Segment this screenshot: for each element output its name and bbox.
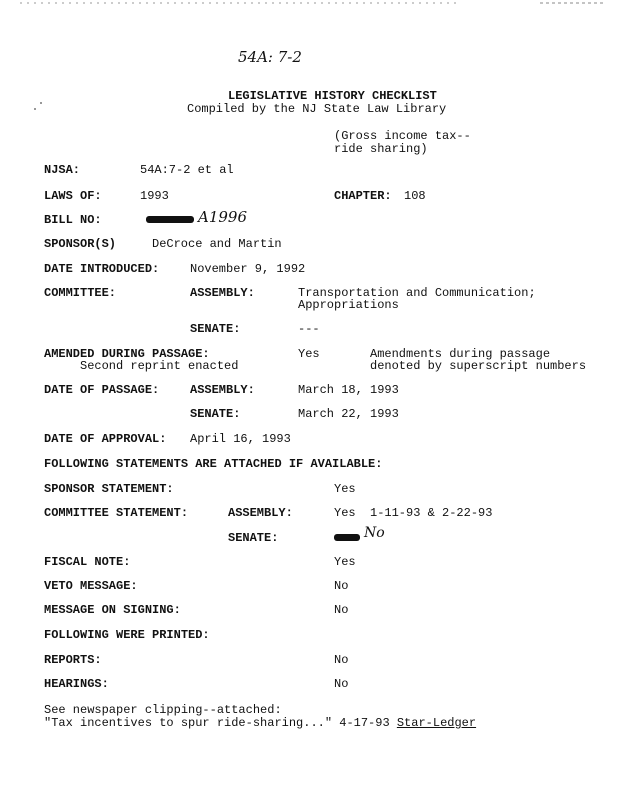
amended-note-line1: Amendments during passage	[370, 347, 551, 361]
clipping-line1: See newspaper clipping--attached:	[44, 703, 282, 717]
amended-value: Yes	[298, 347, 320, 361]
reports-label: REPORTS:	[44, 653, 102, 667]
chapter-value: 108	[404, 189, 426, 203]
sponsors-value: DeCroce and Martin	[152, 237, 282, 251]
committee-senate-label: SENATE:	[190, 322, 241, 336]
clipping-source: Star-Ledger	[396, 716, 477, 730]
handwritten-header: 54A: 7-2	[238, 48, 302, 66]
scan-speck	[40, 102, 42, 104]
committee-assembly-value-line1: Transportation and Communication;	[298, 286, 536, 300]
fiscal-note-label: FISCAL NOTE:	[44, 555, 131, 569]
passage-senate-label: SENATE:	[190, 407, 241, 421]
amended-label: AMENDED DURING PASSAGE:	[44, 347, 210, 361]
committee-assembly-value-line2: Appropriations	[298, 298, 399, 312]
committee-statement-label: COMMITTEE STATEMENT:	[44, 506, 189, 520]
njsa-value: 54A:7-2 et al	[140, 163, 234, 177]
laws-of-value: 1993	[140, 189, 169, 203]
committee-statement-senate-handwritten: No	[364, 525, 385, 541]
passage-senate-value: March 22, 1993	[298, 407, 399, 421]
hearings-value: No	[334, 677, 349, 691]
committee-senate-value: ---	[298, 322, 320, 336]
subject-note-line2: ride sharing)	[334, 142, 428, 156]
passage-assembly-label: ASSEMBLY:	[190, 383, 255, 397]
committee-statement-assembly-dates: 1-11-93 & 2-22-93	[370, 506, 493, 520]
veto-message-label: VETO MESSAGE:	[44, 579, 138, 593]
committee-assembly-label: ASSEMBLY:	[190, 286, 255, 300]
date-introduced-label: DATE INTRODUCED:	[44, 262, 160, 276]
date-of-approval-value: April 16, 1993	[190, 432, 291, 446]
message-on-signing-value: No	[334, 603, 349, 617]
redaction-mark	[146, 216, 194, 223]
following-printed-heading: FOLLOWING WERE PRINTED:	[44, 628, 210, 642]
veto-message-value: No	[334, 579, 349, 593]
njsa-label: NJSA:	[44, 163, 81, 177]
committee-statement-assembly-label: ASSEMBLY:	[228, 506, 293, 520]
subject-note-line1: (Gross income tax--	[334, 129, 471, 143]
reports-value: No	[334, 653, 349, 667]
sponsor-statement-label: SPONSOR STATEMENT:	[44, 482, 174, 496]
scan-artifact-top	[0, 0, 620, 6]
hearings-label: HEARINGS:	[44, 677, 109, 691]
bill-no-label: BILL NO:	[44, 213, 102, 227]
message-on-signing-label: MESSAGE ON SIGNING:	[44, 603, 181, 617]
document-title: LEGISLATIVE HISTORY CHECKLIST	[228, 89, 437, 103]
date-of-passage-label: DATE OF PASSAGE:	[44, 383, 160, 397]
sponsor-statement-value: Yes	[334, 482, 356, 496]
passage-assembly-value: March 18, 1993	[298, 383, 399, 397]
fiscal-note-value: Yes	[334, 555, 356, 569]
scan-speck	[34, 108, 36, 110]
amended-sub: Second reprint enacted	[80, 359, 239, 373]
committee-statement-senate-label: SENATE:	[228, 531, 279, 545]
clipping-line2	[44, 716, 476, 730]
chapter-label: CHAPTER:	[334, 189, 392, 203]
date-of-approval-label: DATE OF APPROVAL:	[44, 432, 167, 446]
date-introduced-value: November 9, 1992	[190, 262, 306, 276]
following-statements-heading: FOLLOWING STATEMENTS ARE ATTACHED IF AVAILABLE:	[44, 457, 383, 471]
laws-of-label: LAWS OF:	[44, 189, 102, 203]
committee-label: COMMITTEE:	[44, 286, 117, 300]
committee-statement-assembly-value: Yes	[334, 506, 356, 520]
clipping-headline: "Tax incentives to spur ride-sharing..." 4-17-93	[44, 716, 390, 730]
compiled-by: Compiled by the NJ State Law Library	[187, 102, 447, 116]
redaction-mark	[334, 534, 360, 541]
sponsors-label: SPONSOR(S)	[44, 237, 117, 251]
bill-no-handwritten: A1996	[198, 208, 248, 226]
amended-note-line2: denoted by superscript numbers	[370, 359, 587, 373]
